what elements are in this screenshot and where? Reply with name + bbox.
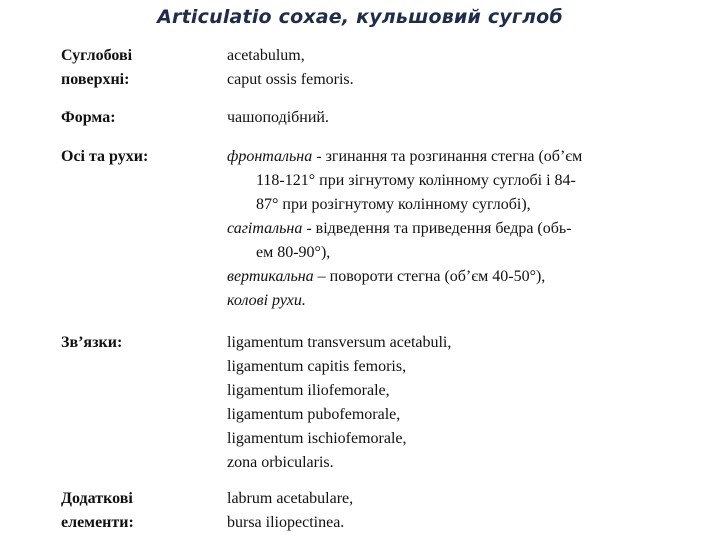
ligament-item: ligamentum ischiofemorale,: [227, 430, 407, 447]
value-line: bursa iliopectinea.: [227, 514, 345, 531]
label-line: Суглобові: [61, 47, 133, 64]
ligament-item: ligamentum pubofemorale,: [227, 406, 401, 423]
frontal-axis-continuation: 118-121° при зігнутому колінному суглобі і 84-: [256, 172, 576, 189]
sagittal-axis-text: - відведення та приведення бедра (обь-: [302, 220, 572, 237]
form-value: [227, 106, 681, 130]
sagittal-axis-term: сагітальна: [227, 220, 303, 237]
ligament-item: zona orbicularis.: [227, 454, 334, 471]
label-line: Форма:: [61, 109, 116, 126]
row-axes-movements: [61, 145, 681, 313]
value-line: acetabulum,: [227, 47, 305, 64]
additional-elements-value: [227, 487, 681, 535]
joint-description-table: [61, 44, 681, 549]
frontal-axis-continuation: 87° при розігнутому колінному суглобі),: [256, 196, 531, 213]
axes-value: [227, 145, 681, 313]
sagittal-axis-line: [227, 217, 681, 241]
frontal-axis-text: - згинання та розгинання стегна (об’єм: [312, 148, 583, 165]
value-line: caput ossis femoris.: [227, 71, 354, 88]
sagittal-axis-continuation: ем 80-90°),: [256, 244, 331, 261]
ligament-item: ligamentum iliofemorale,: [227, 382, 390, 399]
label-line: поверхні:: [61, 71, 130, 88]
label-line: Осі та рухи:: [61, 148, 149, 165]
ligament-item: ligamentum transversum acetabuli,: [227, 334, 452, 351]
vertical-axis-term: вертикальна: [227, 268, 314, 285]
value-line: labrum acetabulare,: [227, 490, 354, 507]
page-title: Articulatio coxae, кульшовий суглоб: [157, 6, 563, 28]
label-line: Додаткові: [61, 490, 133, 507]
vertical-axis-text: – повороти стегна (об’єм 40-50°),: [313, 268, 546, 285]
circular-movements: колові рухи.: [227, 292, 306, 309]
row-articular-surfaces: [61, 44, 681, 92]
value-line: чашоподібний.: [227, 109, 329, 126]
label-line: елементи:: [61, 514, 134, 531]
row-ligaments: [61, 331, 681, 475]
ligaments-value: [227, 331, 681, 475]
frontal-axis-term: фронтальна: [227, 148, 313, 165]
axes-label: [61, 145, 227, 313]
ligament-item: ligamentum capitis femoris,: [227, 358, 407, 375]
vertical-axis-line: [227, 265, 681, 289]
ligaments-label: [61, 331, 227, 475]
frontal-axis-line: [227, 145, 681, 169]
row-form: [61, 106, 681, 130]
articular-surfaces-value: [227, 44, 681, 92]
articular-surfaces-label: [61, 44, 227, 92]
additional-elements-label: [61, 487, 227, 535]
form-label: [61, 106, 227, 130]
row-additional-elements: [61, 487, 681, 535]
label-line: Зв’язки:: [61, 334, 123, 351]
